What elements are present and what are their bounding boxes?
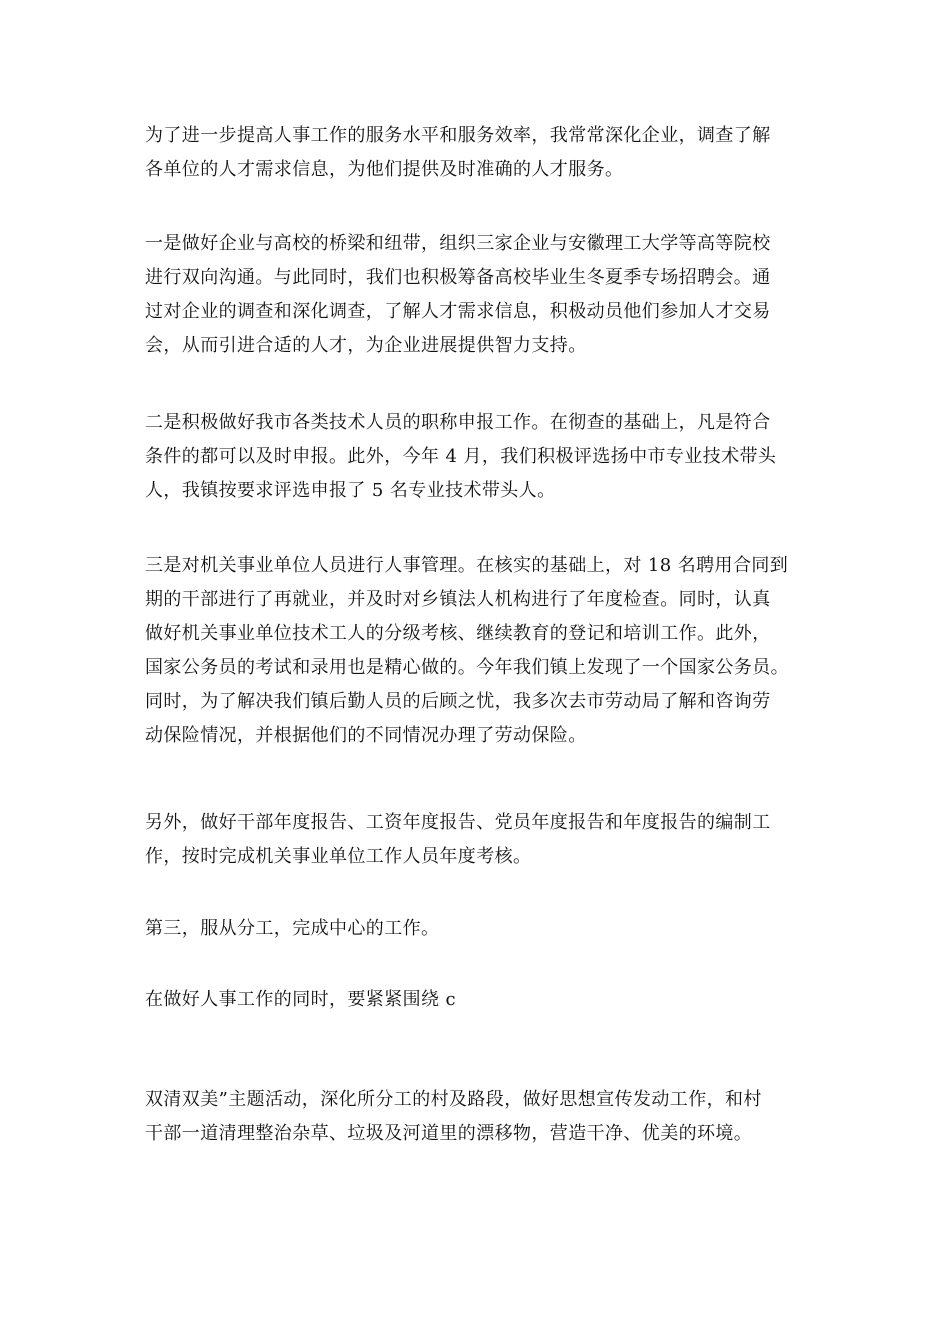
paragraph-4	[145, 549, 815, 753]
paragraph-line: 双清双美”主题活动，深化所分工的村及路段，做好思想宣传发动工作，和村	[145, 1089, 762, 1110]
paragraph-line: 进行双向沟通。与此同时，我们也积极筹备高校毕业生冬夏季专场招聘会。通	[145, 267, 771, 288]
paragraph-line: 各单位的人才需求信息，为他们提供及时准确的人才服务。	[145, 159, 624, 180]
paragraph-line: 国家公务员的考试和录用也是精心做的。今年我们镇上发现了一个国家公务员。	[145, 657, 789, 678]
paragraph-3	[145, 406, 815, 508]
paragraph-line: 干部一道清理整治杂草、垃圾及河道里的漂移物，营造干净、优美的环境。	[145, 1123, 753, 1144]
paragraph-line: 过对企业的调查和深化调查，了解人才需求信息，积极动员他们参加人才交易	[145, 301, 771, 322]
paragraph-line: 为了进一步提高人事工作的服务水平和服务效率，我常常深化企业，调查了解	[145, 125, 771, 146]
paragraph-5	[145, 806, 815, 874]
paragraph-2	[145, 227, 815, 363]
paragraph-7	[145, 983, 815, 1017]
paragraph-line: 期的干部进行了再就业，并及时对乡镇法人机构进行了年度检查。同时，认真	[145, 589, 771, 610]
paragraph-line: 会，从而引进合适的人才，为企业进展提供智力支持。	[145, 335, 587, 356]
paragraph-line: 三是对机关事业单位人员进行人事管理。在核实的基础上，对 18 名聘用合同到	[145, 555, 789, 576]
paragraph-line: 第三，服从分工，完成中心的工作。	[145, 918, 440, 939]
paragraph-line: 二是积极做好我市各类技术人员的职称申报工作。在彻查的基础上，凡是符合	[145, 412, 771, 433]
paragraph-line: 同时，为了解决我们镇后勤人员的后顾之忧，我多次去市劳动局了解和咨询劳	[145, 691, 771, 712]
paragraph-line: 作，按时完成机关事业单位工作人员年度考核。	[145, 846, 532, 867]
paragraph-line: 人，我镇按要求评选申报了 5 名专业技术带头人。	[145, 480, 556, 501]
paragraph-line: 做好机关事业单位技术工人的分级考核、继续教育的登记和培训工作。此外，	[145, 623, 771, 644]
paragraph-line: 另外，做好干部年度报告、工资年度报告、党员年度报告和年度报告的编制工	[145, 812, 771, 833]
paragraph-line: 条件的都可以及时申报。此外，今年 4 月，我们积极评选扬中市专业技术带头	[145, 446, 777, 467]
paragraph-line: 一是做好企业与高校的桥梁和纽带，组织三家企业与安徽理工大学等高等院校	[145, 233, 771, 254]
paragraph-6	[145, 912, 815, 946]
paragraph-8	[145, 1083, 815, 1151]
paragraph-1	[145, 119, 815, 187]
paragraph-line: 动保险情况，并根据他们的不同情况办理了劳动保险。	[145, 725, 587, 746]
paragraph-line: 在做好人事工作的同时，要紧紧围绕 c	[145, 989, 457, 1010]
